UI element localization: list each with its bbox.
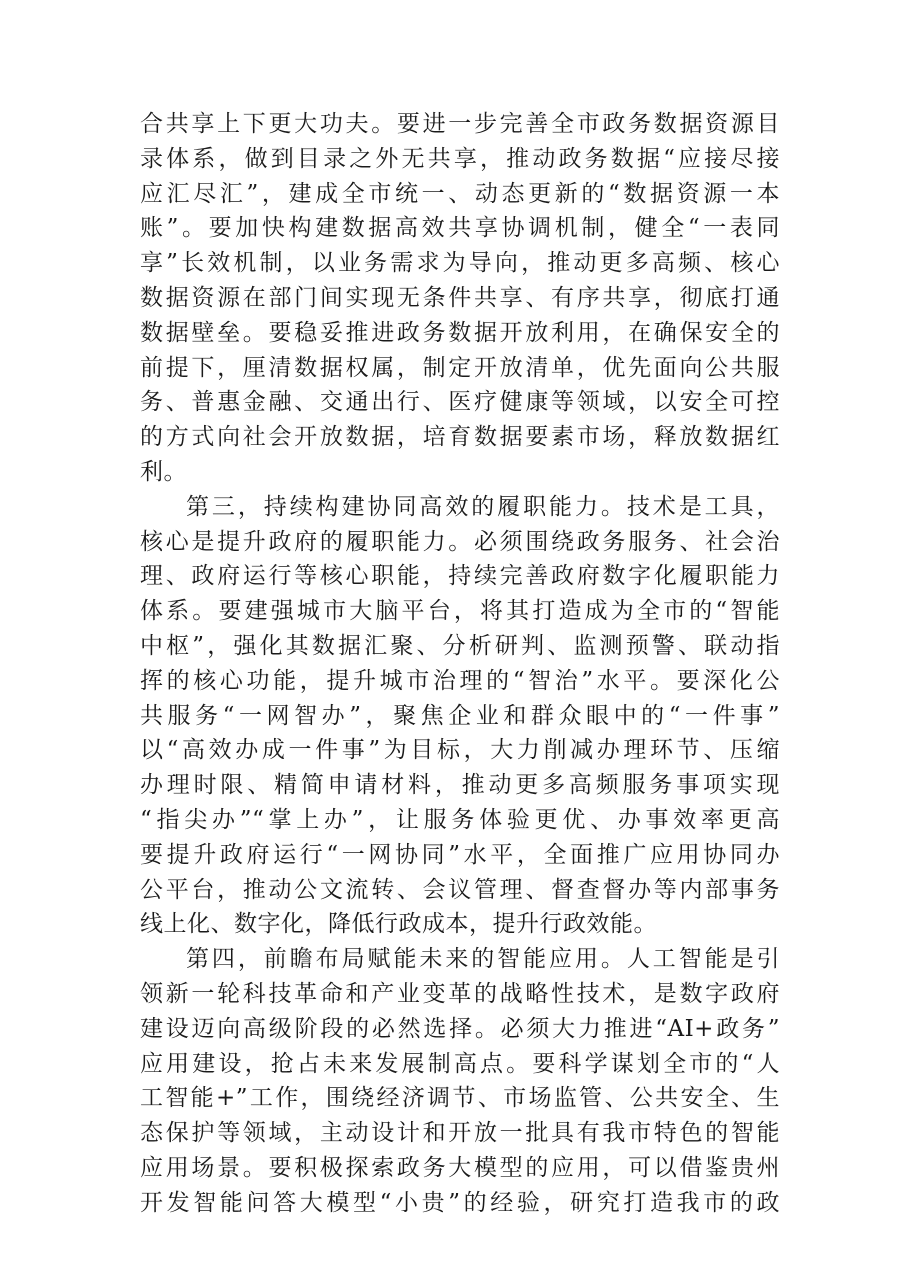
text-line: 开发智能问答大模型“小贵”的经验，研究打造我市的政 [140, 1189, 780, 1216]
text-line: 领新一轮科技革命和产业变革的战略性技术，是数字政府 [140, 980, 780, 1007]
text-line: 应用建设，抢占未来发展制高点。要科学谋划全市的“人 [140, 1050, 780, 1077]
text-line: 数据资源在部门间实现无条件共享、有序共享，彻底打通 [140, 284, 780, 311]
text-line: 共服务“一网智办”，聚焦企业和群众眼中的“一件事” [140, 702, 780, 729]
text-line: 办理时限、精简申请材料，推动更多高频服务事项实现 [140, 772, 780, 799]
text-line: 录体系，做到目录之外无共享，推动政务数据“应接尽接 [140, 145, 780, 172]
text-line: 的方式向社会开放数据，培育数据要素市场，释放数据红 [140, 424, 780, 451]
body-text [140, 107, 780, 1221]
text-line: 挥的核心功能，提升城市治理的“智治”水平。要深化公 [140, 667, 780, 694]
text-line: 应用场景。要积极探索政务大模型的应用，可以借鉴贵州 [140, 1154, 780, 1181]
paragraph-first-line: 第四，前瞻布局赋能未来的智能应用。人工智能是引 [186, 946, 780, 973]
text-line: 核心是提升政府的履职能力。必须围绕政务服务、社会治 [140, 528, 780, 555]
text-line: 数据壁垒。要稳妥推进政务数据开放利用，在确保安全的 [140, 319, 780, 346]
text-line: 理、政府运行等核心职能，持续完善政府数字化履职能力 [140, 563, 780, 590]
text-line: 应汇尽汇”，建成全市统一、动态更新的“数据资源一本 [140, 180, 780, 207]
text-line: 线上化、数字化，降低行政成本，提升行政效能。 [140, 911, 657, 938]
text-line: 工智能+”工作，围绕经济调节、市场监管、公共安全、生 [140, 1085, 780, 1112]
text-line: 中枢”，强化其数据汇聚、分析研判、监测预警、联动指 [140, 632, 780, 659]
text-line: 要提升政府运行“一网协同”水平，全面推广应用协同办 [140, 841, 780, 868]
paragraph-first-line: 第三，持续构建协同高效的履职能力。技术是工具， [186, 493, 780, 520]
text-line: 公平台，推动公文流转、会议管理、督查督办等内部事务 [140, 876, 780, 903]
text-line: 享”长效机制，以业务需求为导向，推动更多高频、核心 [140, 250, 780, 277]
text-line: 态保护等领域，主动设计和开放一批具有我市特色的智能 [140, 1120, 780, 1147]
text-line: 利。 [140, 458, 187, 485]
text-line: 前提下，厘清数据权属，制定开放清单，优先面向公共服 [140, 354, 780, 381]
text-line: “指尖办”“掌上办”，让服务体验更优、办事效率更高 [140, 806, 780, 833]
text-line: 体系。要建强城市大脑平台，将其打造成为全市的“智能 [140, 598, 780, 625]
text-line: 建设迈向高级阶段的必然选择。必须大力推进“AI+政务” [140, 1015, 780, 1042]
text-line: 账”。要加快构建数据高效共享协调机制，健全“一表同 [140, 215, 780, 242]
text-line: 务、普惠金融、交通出行、医疗健康等领域，以安全可控 [140, 389, 780, 416]
text-line: 以“高效办成一件事”为目标，大力削减办理环节、压缩 [140, 737, 780, 764]
text-line: 合共享上下更大功夫。要进一步完善全市政务数据资源目 [140, 111, 780, 137]
